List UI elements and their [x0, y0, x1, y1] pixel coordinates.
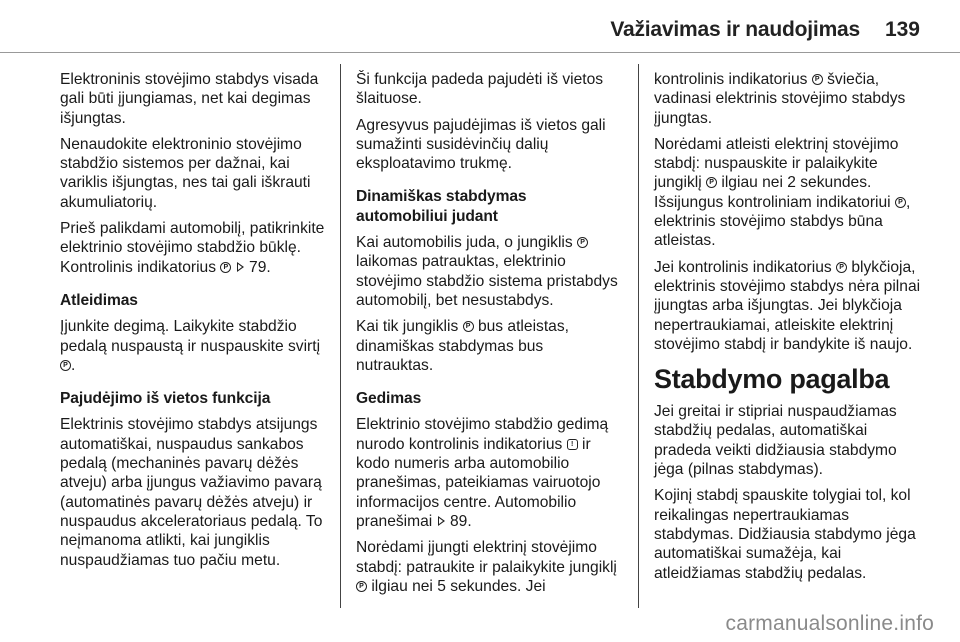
paragraph-text: ir kodo numeris arba automobilio pranešimas, pateikiamas vairuotojo informacijos centre. Automobilio pranešimai [356, 435, 601, 530]
paragraph [60, 219, 326, 277]
parking-brake-icon [895, 197, 906, 208]
paragraph: Ši funkcija padeda pajudėti iš vietos šlaituose. [356, 71, 604, 108]
paragraph-text: Jei kontrolinis indikatorius [654, 258, 832, 276]
page-title: Važiavimas ir naudojimas [610, 18, 860, 41]
page-reference: 79. [249, 258, 271, 276]
column-divider [638, 64, 639, 608]
parking-brake-icon [356, 581, 367, 592]
column-2 [356, 70, 622, 603]
paragraph-text: kontrolinis indikatorius [654, 71, 808, 88]
paragraph [654, 258, 926, 354]
paragraph: Jei greitai ir stipriai nuspaudžiamas stabdžių pedalas, automatiškai pradeda veikti didžiausia stabdymo jėga (pilnas stabdymas). [654, 403, 897, 479]
paragraph: Elektrinis stovėjimo stabdys atsijungs automatiškai, nuspaudus sankabos pedalą (mechaninės pavarų dėžės atveju) arba įjungus važiavimo pavarą (automatinės pavarų dėžės atveju) ir nuspaudus akceleratoriaus pedalą. To neįmanoma atlikti, kai jungiklis nuspaudžiamas tuo pačiu metu. [60, 416, 323, 569]
column-1 [60, 70, 326, 577]
paragraph-text: laikomas patrauktas, elektrinio stovėjimo stabdžio sistema pristabdys automobilį, bet nesustabdys. [356, 253, 618, 309]
paragraph-text: . [71, 356, 76, 374]
paragraph [356, 317, 622, 375]
header-rule [0, 52, 960, 53]
heading-fault: Gedimas [356, 390, 422, 408]
paragraph [60, 317, 326, 375]
paragraph-text: Norėdami įjungti elektrinį stovėjimo stabdį: patraukite ir palaikykite jungiklį [356, 539, 617, 576]
page-reference-arrow-icon [438, 516, 445, 526]
paragraph-text: Elektrinio stovėjimo stabdžio gedimą nurodo kontrolinis indikatorius [356, 416, 609, 453]
paragraph [654, 70, 926, 128]
page-reference-arrow-icon [237, 262, 244, 272]
paragraph [356, 538, 622, 596]
heading-dynamic-braking: Dinamiškas stabdymas automobiliui judant [356, 188, 527, 225]
paragraph-text: šviečia, vadinasi elektrinis stovėjimo stabdys įjungtas. [654, 71, 906, 127]
paragraph [654, 135, 926, 251]
paragraph-text: Kai automobilis juda, o jungiklis [356, 234, 573, 252]
paragraph-text: , elektrinis stovėjimo stabdys būna atleistas. [654, 193, 911, 250]
heading-drive-away: Pajudėjimo iš vietos funkcija [60, 390, 271, 408]
parking-brake-icon [577, 237, 588, 248]
page-number: 139 [884, 18, 920, 41]
paragraph-text: Kai tik jungiklis [356, 318, 459, 336]
parking-brake-icon [220, 262, 231, 273]
paragraph-text: bus atleistas, dinamiškas stabdymas bus nutrauktas. [356, 318, 569, 374]
paragraph-text: Įjunkite degimą. Laikykite stabdžio pedalą nuspaustą ir nuspauskite svirtį [60, 318, 321, 355]
paragraph-text: blykčioja, elektrinis stovėjimo stabdys nėra pilnai įjungtas arba išjungtas. Jei blykčioja nepertraukiamai, atleiskite elektrinį stovėjimo stabdį ir bandykite iš naujo. [654, 258, 921, 353]
parking-brake-icon [706, 177, 717, 188]
brake-fault-icon [567, 439, 578, 450]
section-title: Stabdymo pagalba [654, 364, 890, 395]
paragraph-text: Norėdami atleisti elektrinį stovėjimo stabdį: nuspauskite ir palaikykite jungiklį [654, 135, 899, 192]
watermark: carmanualsonline.info [725, 612, 934, 635]
page-reference: 89. [449, 512, 472, 530]
paragraph: Kojinį stabdį spauskite tolygiai tol, kol reikalingas nepertraukiamas stabdymas. Didžiausia stabdymo jėga automatiškai sumažėja, kai atleidžiamas stabdžių pedalas. [654, 487, 916, 582]
column-3 [654, 70, 926, 590]
paragraph [356, 233, 622, 310]
paragraph: Agresyvus pajudėjimas iš vietos gali sumažinti susidėvinčių dalių eksploatavimo trukmę. [356, 116, 606, 173]
column-divider [340, 64, 341, 608]
paragraph-text: ilgiau nei 2 sekundes. Išsijungus kontroliniam indikatoriui [654, 174, 891, 211]
paragraph [356, 415, 622, 531]
paragraph-text: Prieš palikdami automobilį, patikrinkite elektrinio stovėjimo stabdžio būklę. Kontrolinis indikatorius [60, 220, 325, 276]
parking-brake-icon [463, 321, 474, 332]
parking-brake-icon [60, 360, 71, 371]
parking-brake-icon [836, 262, 847, 273]
paragraph: Nenaudokite elektroninio stovėjimo stabdžio sistemos per dažnai, kai variklis išjungtas, nes tai gali iškrauti akumuliatorių. [60, 135, 311, 211]
paragraph-text: ilgiau nei 5 sekundes. Jei [371, 577, 546, 595]
paragraph: Elektroninis stovėjimo stabdys visada gali būti įjungiamas, net kai degimas išjungtas. [60, 71, 319, 127]
parking-brake-icon [812, 74, 823, 85]
heading-release: Atleidimas [60, 291, 138, 309]
page-header [0, 0, 960, 52]
